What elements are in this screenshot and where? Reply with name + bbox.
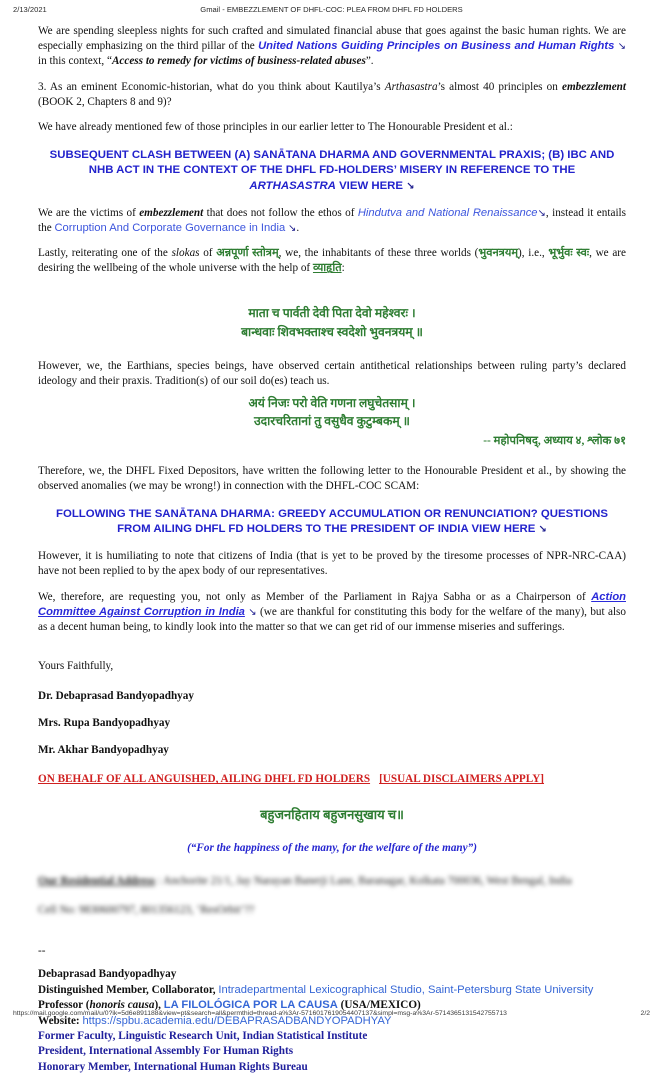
redacted-cell-number: Cell No: 9830600797, 801356123, ‘ResOrbit’?? (38, 903, 255, 916)
blessing-translation: (“For the happiness of the many, for the welfare of the many”) (187, 842, 477, 855)
body-text: , instead it entails the (38, 206, 627, 234)
signatory-rupa: Mrs. Rupa Bandyopadhyay (38, 716, 171, 729)
heading-text: FOLLOWING THE SANĀTANA DHARMA: GREEDY ACCUMULATION OR RENUNCIATION? QUESTIONS FROM AILING DHFL FD HOLDERS TO THE PRESIDENT OF INDIA VIEW HERE (56, 508, 608, 536)
body-text: 3. As an eminent Economic-historian, what do you think about Kautilya’s (38, 80, 385, 93)
annapurna-stotram-devanagari: अन्नपूर्णा स्तोत्रम् (216, 247, 279, 260)
paragraph-lastly-slokas (38, 246, 626, 276)
external-link-arrow-icon: ↘ (537, 207, 546, 219)
body-text: that does not follow the ethos of (203, 206, 358, 219)
on-behalf-disclaimer-line (38, 772, 626, 787)
external-link-arrow-icon: ↘ (406, 180, 415, 192)
body-text: of (199, 247, 217, 260)
email-body (38, 24, 626, 1075)
body-text: . (296, 221, 300, 234)
paragraph-sleepless-nights (38, 24, 626, 70)
body-text: We are spending sleepless nights for such crafted and simulated financial abuse that goes against the basic human rights. We are especially emphasizing on the third pillar of the (38, 25, 626, 53)
paragraph-already-mentioned: We have already mentioned few of those principles in our earlier letter to The Honourable President et al.: (38, 121, 513, 134)
embezzlement-emphasis: embezzlement (561, 80, 626, 93)
academia-website-link[interactable]: https://spbu.academia.edu/DEBAPRASADBANDYOPADHYAY (82, 1014, 392, 1027)
verse-line: बान्धवाः शिवभक्ताश्च स्वदेशो भुवनत्रयम् ॥ (241, 324, 423, 339)
verse-attribution: -- महोपनिषद्, अध्याय ४, श्लोक ७१ (483, 435, 626, 448)
on-behalf-text: ON BEHALF OF ALL ANGUISHED, AILING DHFL FD HOLDERS (38, 773, 371, 786)
bhur-bhuvah-svah-devanagari: भूर्भुवः स्वः (548, 247, 590, 260)
vyahriti-link[interactable]: व्याहृति (312, 262, 342, 275)
paragraph-question-3 (38, 80, 626, 110)
role-text: Distinguished Member, Collaborator, (38, 983, 219, 996)
paragraph-requesting (38, 590, 626, 636)
body-text: , we are desiring the wellbeing of the whole universe with the help of (38, 247, 626, 275)
body-text: (BOOK 2, Chapters 8 and 9)? (38, 95, 172, 108)
print-footer-url: https://mail.google.com/mail/u/0?ik=5d6e891188&view=pt&search=all&permthid=thread-a%3Ar-5716017619054407137&simpl=msg-a%3Ar-5714365131542755713 (13, 1009, 507, 1017)
paragraph-humiliating: However, it is humiliating to note that citizens of India (that is yet to be proved by the tiresome processes of NPR-NRC-CAA) have not been replied to by the apex body of our representatives. (38, 550, 626, 578)
signature-block (38, 967, 626, 1075)
body-text: ), i.e., (518, 247, 549, 260)
body-text: in this context, “ (38, 55, 112, 68)
document-title: Gmail - EMBEZZLEMENT OF DHFL-COC: PLEA FROM DHFL FD HOLDERS (200, 5, 463, 14)
body-text: We, therefore, are requesting you, not only as Member of the Parliament in Rajya Sabha or as a Chairperson of (38, 590, 592, 603)
affiliation-iahr: President, International Assembly For Human Rights (38, 1045, 294, 1058)
website-label: Website: (38, 1014, 83, 1027)
heading-subsequent-clash[interactable] (46, 148, 618, 193)
signature-role-line (38, 983, 626, 998)
la-filologica-link[interactable]: LA FILOLÓGICA POR LA CAUSA (163, 999, 338, 1012)
body-text: ’s almost 40 principles on (437, 80, 562, 93)
print-date: 2/13/2021 (13, 5, 47, 14)
signatory-debaprasad: Dr. Debaprasad Bandyopadhyay (38, 689, 194, 702)
body-text: (we are thankful for constituting this body for the welfare of the many), but also as a decent human being, to kindly look into the matter so that we can get rid of our immense miseries and sufferings. (38, 605, 626, 634)
heading-text: SUBSEQUENT CLASH BETWEEN (A) SANĀTANA DHARMA AND GOVERNMENTAL PRAXIS; (B) IBC AND NHB ACT IN THE CONTEXT OF THE DHFL FD-HOLDERS’ MISERY IN REFERENCE TO THE (49, 149, 615, 177)
redacted-address-text: : Anchorite 21/1, Jay Narayan Banerji Lane, Baranagar, Kolkata 700036, West Bengal, India (155, 875, 572, 888)
heading-following-sanatana[interactable] (46, 507, 618, 537)
heading-view-here: VIEW HERE (335, 179, 407, 192)
print-header (0, 5, 663, 19)
external-link-arrow-icon: ↘ (248, 606, 257, 618)
body-text: Lastly, reiterating one of the (38, 247, 172, 260)
slokas-italic: slokas (171, 247, 200, 260)
action-committee-link[interactable]: Action Committee Against Corruption in India (38, 590, 626, 618)
un-guiding-principles-link[interactable]: United Nations Guiding Principles on Business and Human Rights (258, 40, 615, 53)
org-comma: , (421, 983, 428, 996)
closing-yours-faithfully: Yours Faithfully, (38, 660, 114, 673)
professor-text: (USA/MEXICO) (337, 999, 421, 1012)
embezzlement-emphasis: embezzlement (139, 206, 204, 219)
hindutva-renaissance-link[interactable]: Hindutva and National Renaissance (357, 206, 538, 219)
affiliation-isi: Former Faculty, Linguistic Research Unit, Indian Statistical Institute (38, 1029, 368, 1042)
paragraph-earthians: However, we, the Earthians, species beings, have observed certain antithetical relationships between ruling party’s declared ideology and their praxis. Tradition(s) of our soil do(es) teach us. (38, 360, 626, 388)
print-page-number: 2/2 (640, 1009, 650, 1017)
bhuvanatrayam-devanagari: भुवनत्रयम् (478, 247, 519, 260)
signature-name: Debaprasad Bandyopadhyay (38, 968, 177, 981)
sanskrit-verse-vasudhaiva (38, 394, 626, 431)
professor-text: Professor ( (38, 999, 90, 1012)
external-link-arrow-icon: ↘ (538, 524, 547, 536)
bahujana-blessing-devanagari: बहुजनहिताय बहुजनसुखाय च॥ (260, 806, 404, 822)
body-text: ”. (365, 55, 374, 68)
verse-line: माता च पार्वती देवी पिता देवो महेश्वरः । (248, 306, 416, 321)
signature-separator: -- (38, 944, 46, 957)
redacted-residential-address (38, 874, 626, 889)
quoted-remedy-text: Access to remedy for victims of business-related abuses (111, 55, 366, 68)
spbu-university-link[interactable]: Saint-Petersburg State University (427, 983, 594, 996)
paragraph-therefore-letter: Therefore, we, the DHFL Fixed Depositors, have written the following letter to the Honourable President et al., by showing the observed anomalies (we may be wrong!) in connection with the DHFL-COC SCAM: (38, 464, 626, 492)
redacted-address-label: Our Residential Address (38, 875, 156, 888)
external-link-arrow-icon: ↘ (288, 222, 297, 234)
body-text: We are the victims of (38, 206, 140, 219)
external-link-arrow-icon: ↘ (617, 41, 626, 53)
verse-line: उदारचरितानां तु वसुधैव कुटुम्बकम् ॥ (254, 413, 410, 428)
body-text: : (341, 262, 345, 275)
lexicographical-studio-link[interactable]: Intradepartmental Lexicographical Studio (218, 983, 422, 996)
verse-line: अयं निजः परो वेति गणना लघुचेतसाम् । (248, 395, 416, 410)
affiliation-ihrb: Honorary Member, International Human Rights Bureau (38, 1060, 308, 1073)
heading-arthasastra-italic: ARTHASASTRA (249, 179, 336, 192)
paragraph-victims (38, 206, 626, 236)
corruption-governance-link[interactable]: Corruption And Corporate Governance in India (54, 221, 286, 234)
sanskrit-verse-parvati (38, 304, 626, 341)
arthasastra-italic: Arthasastra (384, 80, 438, 93)
disclaimers-text: [USUAL DISCLAIMERS APPLY] (379, 773, 545, 786)
professor-text: ), (154, 999, 164, 1012)
honoris-causa-italic: honoris causa (89, 999, 155, 1012)
body-text: , we, the inhabitants of these three worlds ( (278, 247, 479, 260)
signatory-akhar: Mr. Akhar Bandyopadhyay (38, 744, 169, 757)
print-footer (13, 1009, 650, 1018)
